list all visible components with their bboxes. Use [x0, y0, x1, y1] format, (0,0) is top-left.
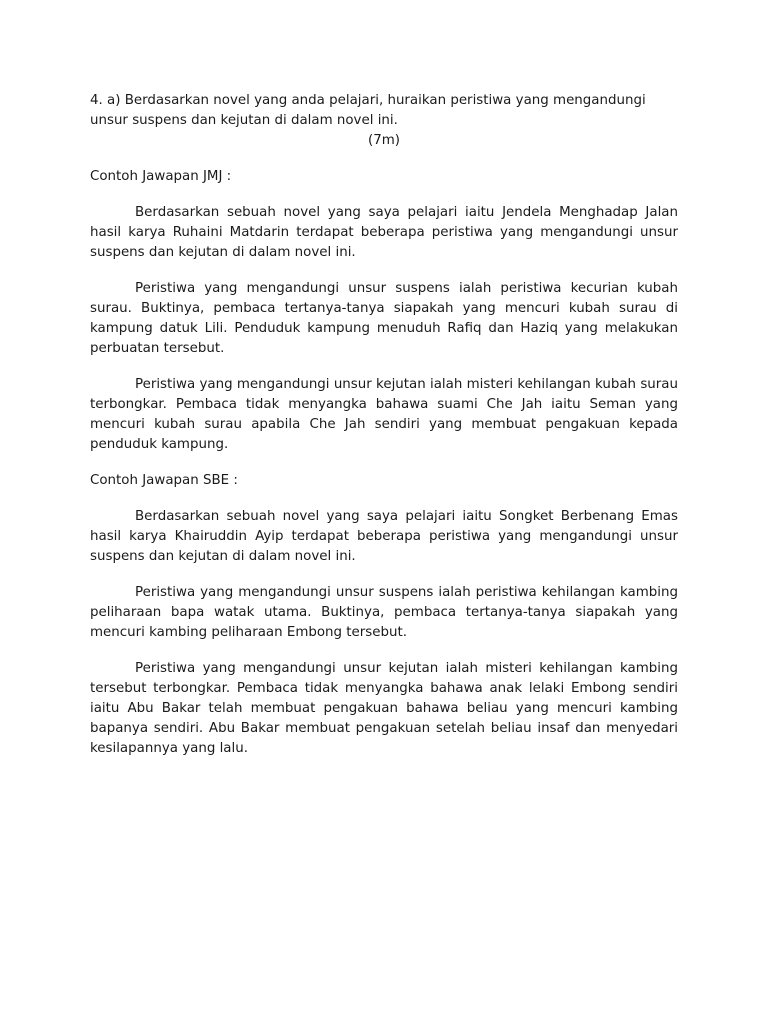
sbe-paragraph-kejutan: Peristiwa yang mengandungi unsur kejutan ialah misteri kehilangan kambing tersebut terbongkar. Pembaca tidak menyangka bahawa anak lelaki Embong sendiri iaitu Abu Bakar telah membuat pengakuan bahawa beliau yang mencuri kambing bapanya sendiri. Abu Bakar membuat pengakuan setelah beliau insaf dan menyedari kesilapannya yang lalu.	[90, 661, 678, 756]
section-heading-sbe: Contoh Jawapan SBE :	[90, 473, 238, 488]
sbe-paragraph-intro: Berdasarkan sebuah novel yang saya pelajari iaitu Songket Berbenang Emas hasil karya Khairuddin Ayip terdapat beberapa peristiwa yang mengandungi unsur suspens dan kejutan di dalam novel ini.	[90, 509, 678, 564]
sbe-paragraph-suspens: Peristiwa yang mengandungi unsur suspens ialah peristiwa kehilangan kambing peliharaan bapa watak utama. Buktinya, pembaca tertanya-tanya siapakah yang mencuri kambing peliharaan Embong tersebut.	[90, 585, 678, 640]
document-page	[90, 91, 678, 775]
section-heading-jmj: Contoh Jawapan JMJ :	[90, 169, 232, 184]
jmj-paragraph-kejutan: Peristiwa yang mengandungi unsur kejutan ialah misteri kehilangan kubah surau terbongkar. Pembaca tidak menyangka bahawa suami Che Jah iaitu Seman yang mencuri kubah surau apabila Che Jah sendiri yang membuat pengakuan kepada penduduk kampung.	[90, 377, 678, 452]
question-marks: (7m)	[367, 133, 400, 148]
jmj-paragraph-suspens: Peristiwa yang mengandungi unsur suspens ialah peristiwa kecurian kubah surau. Buktinya, pembaca tertanya-tanya siapakah yang mencuri kubah surau di kampung datuk Lili. Penduduk kampung menuduh Rafiq dan Haziq yang melakukan perbuatan tersebut.	[90, 281, 678, 356]
question-text: 4. a) Berdasarkan novel yang anda pelajari, huraikan peristiwa yang mengandungi unsur suspens dan kejutan di dalam novel ini.	[90, 93, 646, 128]
jmj-paragraph-intro: Berdasarkan sebuah novel yang saya pelajari iaitu Jendela Menghadap Jalan hasil karya Ruhaini Matdarin terdapat beberapa peristiwa yang mengandungi unsur suspens dan kejutan di dalam novel ini.	[90, 205, 678, 260]
